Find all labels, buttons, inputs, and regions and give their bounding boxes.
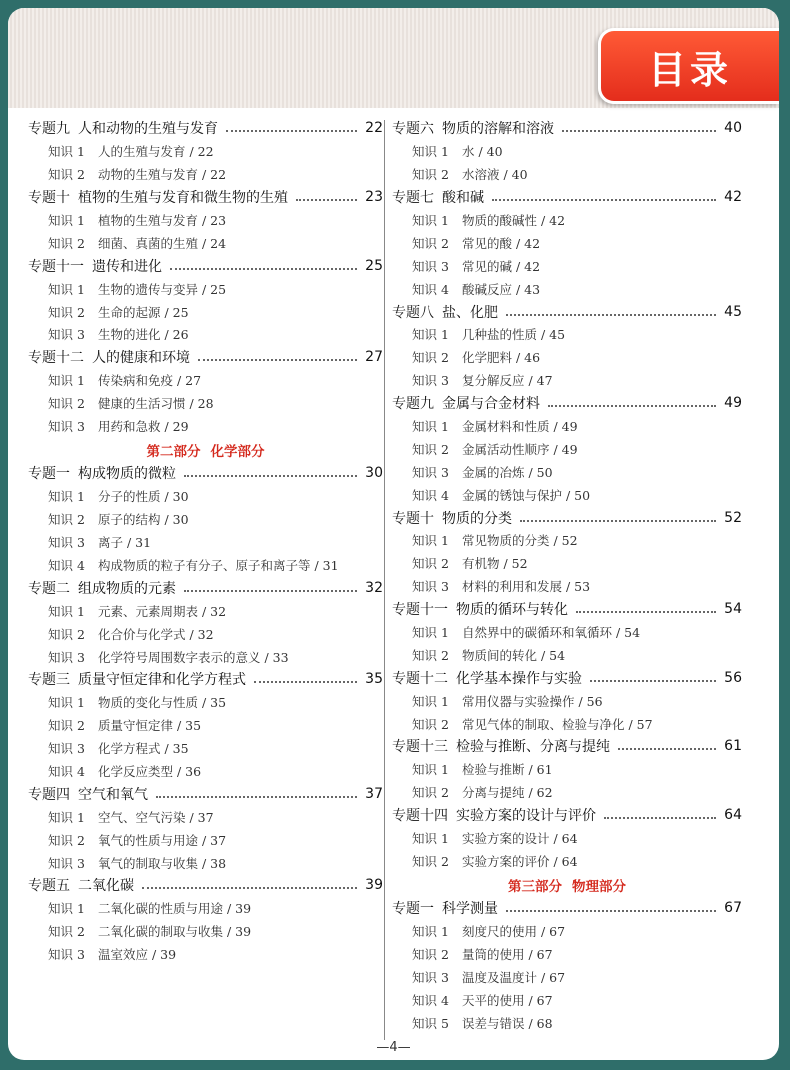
topic-page-number: 67 — [724, 900, 742, 917]
knowledge-title: 原子的结构 / 30 — [98, 512, 189, 528]
column-divider — [384, 120, 385, 1040]
toc-topic-entry[interactable] — [28, 668, 383, 691]
knowledge-label: 知识 2 — [48, 167, 85, 183]
knowledge-title: 氧气的性质与用途 / 37 — [98, 832, 227, 848]
toc-knowledge-item[interactable] — [392, 643, 742, 666]
topic-number: 专题十四 — [392, 808, 448, 825]
knowledge-label: 知识 2 — [412, 350, 449, 366]
topic-title: 构成物质的微粒 — [78, 466, 176, 483]
knowledge-label: 知识 4 — [412, 281, 449, 297]
toc-knowledge-item[interactable] — [392, 621, 742, 644]
toc-knowledge-item[interactable] — [28, 300, 383, 323]
toc-topic-entry[interactable] — [28, 254, 383, 277]
part-subject: 化学部分 — [210, 443, 265, 460]
topic-title: 植物的生殖与发育和微生物的生殖 — [78, 190, 288, 207]
topic-number: 专题十一 — [392, 602, 448, 619]
toc-knowledge-item[interactable] — [28, 851, 383, 874]
toc-knowledge-item[interactable] — [392, 712, 742, 735]
dot-leader — [142, 887, 357, 889]
dot-leader — [296, 199, 357, 201]
toc-knowledge-item[interactable] — [28, 277, 383, 300]
knowledge-title: 有机物 / 52 — [462, 556, 528, 572]
toc-topic-entry[interactable] — [392, 804, 742, 827]
knowledge-title: 分离与提纯 / 62 — [462, 785, 553, 801]
part-number: 第三部分 — [508, 878, 562, 895]
dot-leader — [184, 590, 357, 592]
topic-number: 专题十一 — [28, 258, 84, 275]
toc-knowledge-item[interactable] — [28, 714, 383, 737]
topic-page-number: 32 — [365, 579, 383, 596]
knowledge-title: 金属的锈蚀与保护 / 50 — [462, 487, 591, 503]
knowledge-title: 材料的利用和发展 / 53 — [462, 579, 591, 595]
toc-knowledge-item[interactable] — [28, 485, 383, 508]
knowledge-title: 水溶液 / 40 — [462, 167, 528, 183]
knowledge-label: 知识 1 — [48, 603, 85, 619]
topic-title: 人和动物的生殖与发育 — [78, 121, 218, 138]
toc-topic-entry[interactable] — [392, 506, 742, 529]
toc-topic-entry[interactable] — [392, 117, 742, 140]
toc-page — [8, 8, 779, 1060]
dot-leader — [618, 748, 716, 750]
topic-title: 遗传和进化 — [92, 258, 162, 275]
knowledge-label: 知识 3 — [412, 579, 449, 595]
knowledge-title: 离子 / 31 — [98, 535, 152, 551]
knowledge-label: 知识 2 — [48, 924, 85, 940]
topic-number: 专题一 — [28, 466, 70, 483]
toc-knowledge-item[interactable] — [392, 943, 742, 966]
toc-knowledge-item[interactable] — [392, 437, 742, 460]
topic-page-number: 56 — [724, 669, 742, 686]
topic-title: 人的健康和环境 — [92, 350, 190, 367]
topic-title: 酸和碱 — [442, 190, 484, 207]
toc-topic-entry[interactable] — [28, 346, 383, 369]
knowledge-label: 知识 3 — [412, 464, 449, 480]
knowledge-title: 刻度尺的使用 / 67 — [462, 924, 566, 940]
dot-leader — [604, 817, 716, 819]
toc-knowledge-item[interactable] — [28, 531, 383, 554]
topic-number: 专题五 — [28, 878, 70, 895]
knowledge-title: 温室效应 / 39 — [98, 947, 177, 963]
knowledge-label: 知识 1 — [48, 695, 85, 711]
knowledge-label: 知识 1 — [48, 901, 85, 917]
knowledge-title: 常用仪器与实验操作 / 56 — [462, 693, 603, 709]
knowledge-title: 几种盐的性质 / 45 — [462, 327, 566, 343]
part-subject: 物理部分 — [572, 878, 626, 895]
toc-knowledge-item[interactable] — [28, 508, 383, 531]
toc-topic-entry[interactable] — [392, 666, 742, 689]
toc-knowledge-item[interactable] — [28, 645, 383, 668]
toc-topic-entry[interactable] — [392, 735, 742, 758]
knowledge-label: 知识 1 — [412, 533, 449, 549]
knowledge-title: 用药和急救 / 29 — [98, 419, 189, 435]
topic-page-number: 27 — [365, 349, 383, 366]
knowledge-label: 知识 3 — [48, 947, 85, 963]
topic-number: 专题二 — [28, 580, 70, 597]
topic-page-number: 30 — [365, 465, 383, 482]
knowledge-title: 酸碱反应 / 43 — [462, 281, 541, 297]
topic-title: 金属与合金材料 — [442, 396, 540, 413]
dot-leader — [170, 268, 357, 270]
dot-leader — [492, 199, 716, 201]
dot-leader — [198, 359, 357, 361]
topic-title: 物质的循环与转化 — [456, 602, 568, 619]
topic-page-number: 54 — [724, 601, 742, 618]
dot-leader — [156, 796, 357, 798]
knowledge-title: 常见物质的分类 / 52 — [462, 533, 578, 549]
dot-leader — [590, 680, 716, 682]
knowledge-label: 知识 1 — [412, 625, 449, 641]
knowledge-label: 知识 3 — [48, 649, 85, 665]
topic-number: 专题十二 — [392, 670, 448, 687]
toc-knowledge-item[interactable] — [392, 850, 742, 873]
topic-title: 二氧化碳 — [78, 878, 134, 895]
toc-knowledge-item[interactable] — [392, 415, 742, 438]
topic-number: 专题三 — [28, 672, 70, 689]
topic-number: 专题八 — [392, 304, 434, 321]
toc-knowledge-item[interactable] — [28, 897, 383, 920]
knowledge-label: 知识 1 — [412, 213, 449, 228]
knowledge-title: 自然界中的碳循环和氧循环 / 54 — [462, 625, 641, 641]
knowledge-label: 知识 3 — [412, 970, 449, 985]
topic-page-number: 22 — [365, 120, 383, 137]
topic-title: 质量守恒定律和化学方程式 — [78, 672, 246, 689]
knowledge-title: 温度及温度计 / 67 — [462, 970, 566, 985]
knowledge-title: 检验与推断 / 61 — [462, 762, 553, 778]
toc-topic-entry[interactable] — [392, 897, 742, 920]
toc-topic-entry[interactable] — [392, 392, 742, 415]
knowledge-label: 知识 3 — [48, 855, 85, 871]
dot-leader — [506, 910, 716, 912]
knowledge-label: 知识 1 — [48, 489, 85, 505]
knowledge-label: 知识 1 — [412, 419, 449, 435]
knowledge-label: 知识 1 — [412, 693, 449, 709]
knowledge-title: 氧气的制取与收集 / 38 — [98, 855, 227, 871]
knowledge-label: 知识 2 — [412, 716, 449, 732]
dot-leader — [562, 130, 716, 132]
knowledge-label: 知识 2 — [48, 396, 85, 412]
topic-number: 专题十 — [28, 190, 70, 207]
dot-leader — [520, 520, 716, 522]
topic-number: 专题九 — [28, 121, 70, 138]
toc-knowledge-item[interactable] — [392, 689, 742, 712]
topic-title: 实验方案的设计与评价 — [456, 808, 596, 825]
knowledge-label: 知识 2 — [412, 441, 449, 457]
toc-topic-entry[interactable] — [28, 462, 383, 485]
dot-leader — [506, 314, 716, 316]
toc-knowledge-item[interactable] — [28, 209, 383, 232]
knowledge-title: 构成物质的粒子有分子、原子和离子等 / 31 — [98, 557, 339, 573]
knowledge-label: 知识 3 — [412, 373, 449, 389]
knowledge-label: 知识 3 — [48, 535, 85, 551]
knowledge-label: 知识 1 — [48, 144, 85, 160]
topic-title: 盐、化肥 — [442, 304, 498, 321]
toc-knowledge-item[interactable] — [392, 758, 742, 781]
knowledge-label: 知识 2 — [48, 626, 85, 642]
knowledge-title: 金属的冶炼 / 50 — [462, 464, 553, 480]
knowledge-label: 知识 2 — [412, 947, 449, 963]
knowledge-label: 知识 1 — [48, 373, 85, 389]
knowledge-title: 植物的生殖与发育 / 23 — [98, 213, 227, 228]
topic-title: 组成物质的元素 — [78, 580, 176, 597]
topic-page-number: 42 — [724, 189, 742, 206]
knowledge-title: 空气、空气污染 / 37 — [98, 809, 214, 825]
knowledge-label: 知识 2 — [48, 304, 85, 320]
knowledge-label: 知识 2 — [412, 556, 449, 572]
toc-knowledge-item[interactable] — [392, 966, 742, 989]
toc-knowledge-item[interactable] — [392, 277, 742, 300]
toc-topic-entry[interactable] — [392, 186, 742, 209]
knowledge-title: 常见气体的制取、检验与净化 / 57 — [462, 716, 653, 732]
toc-knowledge-item[interactable] — [392, 163, 742, 186]
topic-title: 科学测量 — [442, 901, 498, 918]
part-number: 第二部分 — [146, 443, 201, 460]
knowledge-title: 质量守恒定律 / 35 — [98, 718, 202, 734]
topic-page-number: 64 — [724, 807, 742, 824]
knowledge-title: 二氧化碳的性质与用途 / 39 — [98, 901, 252, 917]
topic-page-number: 35 — [365, 671, 383, 688]
knowledge-title: 天平的使用 / 67 — [462, 992, 553, 1008]
toc-knowledge-item[interactable] — [392, 369, 742, 392]
toc-topic-entry[interactable] — [392, 300, 742, 323]
knowledge-label: 知识 1 — [48, 281, 85, 297]
toc-right-column — [392, 117, 742, 1034]
knowledge-label: 知识 1 — [48, 213, 85, 228]
knowledge-title: 元素、元素周期表 / 32 — [98, 603, 227, 619]
toc-knowledge-item[interactable] — [28, 599, 383, 622]
topic-number: 专题一 — [392, 901, 434, 918]
topic-number: 专题十三 — [392, 739, 448, 756]
title-badge — [598, 28, 779, 104]
knowledge-title: 金属材料和性质 / 49 — [462, 419, 578, 435]
knowledge-label: 知识 4 — [48, 763, 85, 779]
knowledge-title: 传染病和免疫 / 27 — [98, 373, 202, 389]
knowledge-label: 知识 3 — [412, 258, 449, 274]
topic-number: 专题六 — [392, 121, 434, 138]
toc-knowledge-item[interactable] — [392, 827, 742, 850]
knowledge-title: 常见的碱 / 42 — [462, 258, 541, 274]
topic-number: 专题四 — [28, 786, 70, 803]
knowledge-title: 物质的变化与性质 / 35 — [98, 695, 227, 711]
dot-leader — [254, 681, 357, 683]
knowledge-title: 生命的起源 / 25 — [98, 304, 189, 320]
knowledge-title: 常见的酸 / 42 — [462, 235, 541, 251]
toc-knowledge-item[interactable] — [28, 554, 383, 577]
toc-topic-entry[interactable] — [28, 782, 383, 805]
knowledge-label: 知识 2 — [412, 647, 449, 663]
page-title: 目录 — [647, 47, 732, 92]
knowledge-title: 生物的遗传与变异 / 25 — [98, 281, 227, 297]
knowledge-title: 金属活动性顺序 / 49 — [462, 441, 578, 457]
toc-knowledge-item[interactable] — [28, 323, 383, 346]
topic-title: 物质的溶解和溶液 — [442, 121, 554, 138]
dot-leader — [576, 611, 716, 613]
knowledge-label: 知识 3 — [48, 741, 85, 757]
topic-page-number: 45 — [724, 303, 742, 320]
topic-title: 空气和氧气 — [78, 786, 148, 803]
knowledge-label: 知识 2 — [412, 235, 449, 251]
part-heading — [28, 437, 383, 462]
topic-title: 检验与推断、分离与提纯 — [456, 739, 610, 756]
toc-knowledge-item[interactable] — [28, 691, 383, 714]
toc-knowledge-item[interactable] — [28, 737, 383, 760]
knowledge-label: 知识 2 — [48, 235, 85, 251]
knowledge-title: 二氧化碳的制取与收集 / 39 — [98, 924, 252, 940]
knowledge-label: 知识 3 — [48, 327, 85, 343]
topic-title: 物质的分类 — [442, 510, 512, 527]
toc-knowledge-item[interactable] — [392, 552, 742, 575]
toc-left-column — [28, 117, 383, 966]
toc-topic-entry[interactable] — [28, 117, 383, 140]
knowledge-title: 化学反应类型 / 36 — [98, 763, 202, 779]
toc-topic-entry[interactable] — [28, 186, 383, 209]
knowledge-title: 水 / 40 — [462, 144, 503, 160]
knowledge-title: 物质的酸碱性 / 42 — [462, 213, 566, 228]
knowledge-label: 知识 3 — [48, 419, 85, 435]
knowledge-label: 知识 1 — [412, 327, 449, 343]
knowledge-label: 知识 2 — [48, 832, 85, 848]
toc-knowledge-item[interactable] — [28, 140, 383, 163]
knowledge-title: 化学方程式 / 35 — [98, 741, 189, 757]
toc-knowledge-item[interactable] — [28, 805, 383, 828]
toc-knowledge-item[interactable] — [392, 346, 742, 369]
dot-leader — [548, 405, 716, 407]
toc-knowledge-item[interactable] — [392, 1011, 742, 1034]
knowledge-label: 知识 1 — [48, 809, 85, 825]
topic-page-number: 23 — [365, 189, 383, 206]
part-heading — [392, 872, 742, 897]
knowledge-title: 实验方案的设计 / 64 — [462, 831, 578, 847]
dot-leader — [226, 130, 357, 132]
knowledge-label: 知识 4 — [412, 487, 449, 503]
toc-knowledge-item[interactable] — [392, 920, 742, 943]
toc-topic-entry[interactable] — [28, 874, 383, 897]
topic-page-number: 49 — [724, 395, 742, 412]
knowledge-label: 知识 2 — [412, 785, 449, 801]
knowledge-label: 知识 2 — [412, 853, 449, 869]
topic-page-number: 25 — [365, 257, 383, 274]
knowledge-title: 复分解反应 / 47 — [462, 373, 553, 389]
topic-page-number: 37 — [365, 785, 383, 802]
knowledge-title: 化学符号周围数字表示的意义 / 33 — [98, 649, 289, 665]
knowledge-label: 知识 2 — [48, 718, 85, 734]
toc-knowledge-item[interactable] — [28, 163, 383, 186]
knowledge-label: 知识 1 — [412, 924, 449, 940]
knowledge-title: 动物的生殖与发育 / 22 — [98, 167, 227, 183]
toc-knowledge-item[interactable] — [392, 140, 742, 163]
knowledge-title: 化合价与化学式 / 32 — [98, 626, 214, 642]
toc-knowledge-item[interactable] — [392, 254, 742, 277]
knowledge-label: 知识 1 — [412, 144, 449, 160]
topic-number: 专题十二 — [28, 350, 84, 367]
knowledge-label: 知识 2 — [48, 512, 85, 528]
toc-knowledge-item[interactable] — [28, 369, 383, 392]
knowledge-label: 知识 2 — [412, 167, 449, 183]
toc-knowledge-item[interactable] — [28, 760, 383, 783]
topic-page-number: 40 — [724, 120, 742, 137]
dot-leader — [184, 475, 357, 477]
toc-knowledge-item[interactable] — [392, 781, 742, 804]
page-number-footer: —4— — [376, 1040, 411, 1055]
toc-knowledge-item[interactable] — [392, 460, 742, 483]
knowledge-label: 知识 4 — [48, 557, 85, 573]
toc-knowledge-item[interactable] — [392, 209, 742, 232]
topic-page-number: 52 — [724, 509, 742, 526]
topic-number: 专题七 — [392, 190, 434, 207]
topic-page-number: 39 — [365, 877, 383, 894]
knowledge-title: 健康的生活习惯 / 28 — [98, 396, 214, 412]
knowledge-title: 误差与错误 / 68 — [462, 1015, 553, 1031]
toc-topic-entry[interactable] — [28, 576, 383, 599]
toc-knowledge-item[interactable] — [392, 231, 742, 254]
knowledge-label: 知识 4 — [412, 992, 449, 1008]
toc-knowledge-item[interactable] — [392, 529, 742, 552]
toc-knowledge-item[interactable] — [392, 483, 742, 506]
toc-knowledge-item[interactable] — [28, 415, 383, 438]
toc-knowledge-item[interactable] — [28, 622, 383, 645]
knowledge-title: 化学肥料 / 46 — [462, 350, 541, 366]
knowledge-title: 生物的进化 / 26 — [98, 327, 189, 343]
topic-number: 专题十 — [392, 510, 434, 527]
knowledge-title: 细菌、真菌的生殖 / 24 — [98, 235, 227, 251]
toc-knowledge-item[interactable] — [392, 575, 742, 598]
topic-page-number: 61 — [724, 738, 742, 755]
knowledge-label: 知识 1 — [412, 831, 449, 847]
toc-knowledge-item[interactable] — [28, 392, 383, 415]
toc-knowledge-item[interactable] — [392, 323, 742, 346]
toc-topic-entry[interactable] — [392, 598, 742, 621]
topic-title: 化学基本操作与实验 — [456, 670, 582, 687]
toc-knowledge-item[interactable] — [392, 988, 742, 1011]
knowledge-title: 实验方案的评价 / 64 — [462, 853, 578, 869]
topic-number: 专题九 — [392, 396, 434, 413]
knowledge-label: 知识 1 — [412, 762, 449, 778]
knowledge-title: 物质间的转化 / 54 — [462, 647, 566, 663]
knowledge-title: 分子的性质 / 30 — [98, 489, 189, 505]
knowledge-title: 人的生殖与发育 / 22 — [98, 144, 214, 160]
knowledge-label: 知识 5 — [412, 1015, 449, 1031]
toc-knowledge-item[interactable] — [28, 231, 383, 254]
knowledge-title: 量筒的使用 / 67 — [462, 947, 553, 963]
toc-knowledge-item[interactable] — [28, 920, 383, 943]
toc-knowledge-item[interactable] — [28, 943, 383, 966]
toc-knowledge-item[interactable] — [28, 828, 383, 851]
